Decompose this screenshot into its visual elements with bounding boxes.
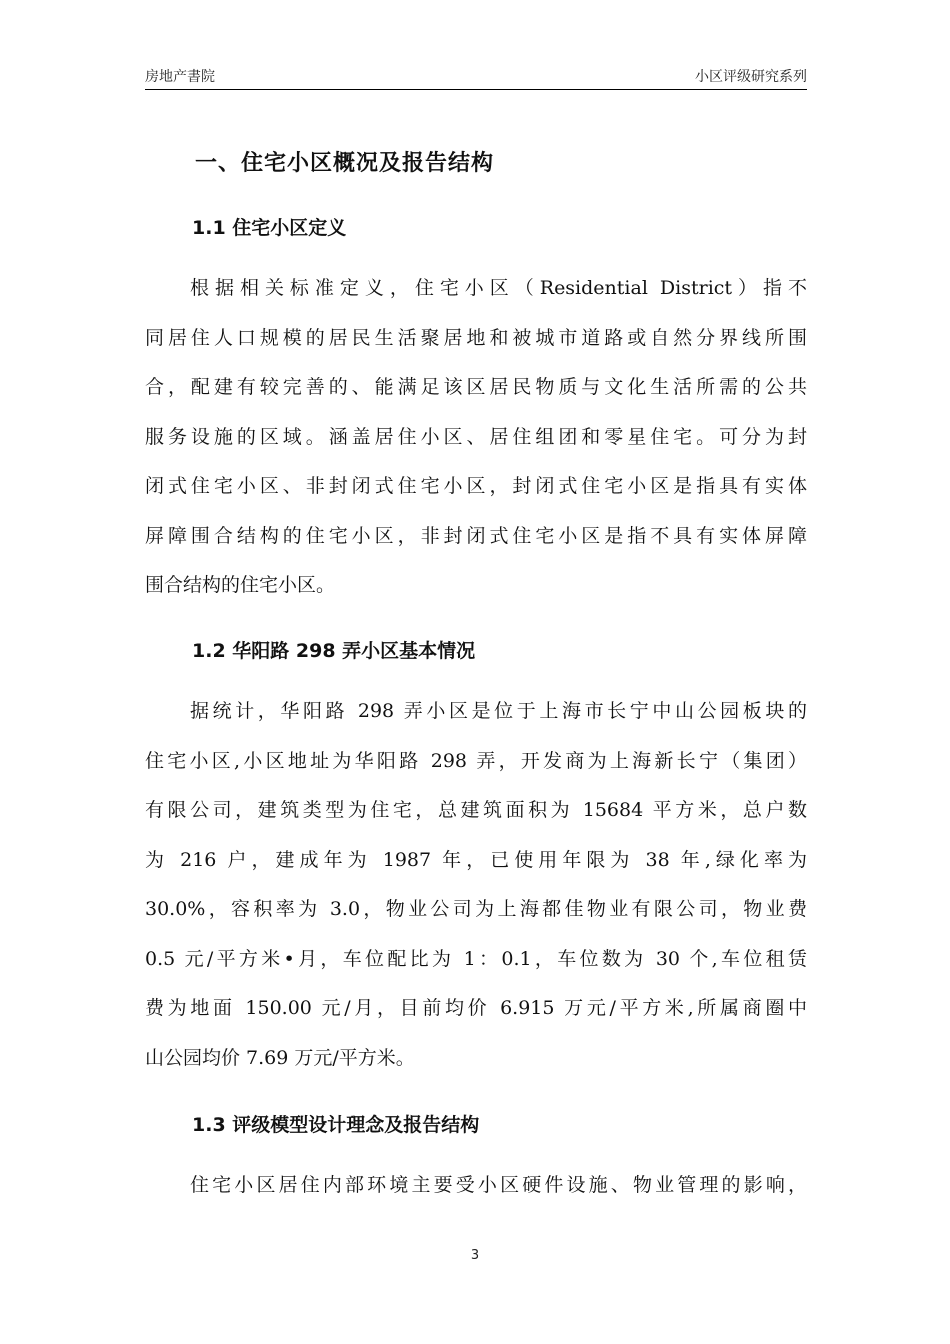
paragraph-line: 30.0%，容积率为 3.0，物业公司为上海都佳物业有限公司，物业费 (145, 898, 807, 920)
header-series-title: 小区评级研究系列 (695, 69, 807, 85)
paragraph-line: 根据相关标准定义，住宅小区（Residential District）指不 (190, 277, 807, 299)
header-publisher: 房地产書院 (145, 69, 215, 85)
paragraph-line: 住宅小区,小区地址为华阳路 298 弄，开发商为上海新长宁（集团） (145, 749, 807, 772)
paragraph-line: 合，配建有较完善的、能满足该区居民物质与文化生活所需的公共 (145, 376, 807, 398)
paragraph-line: 闭式住宅小区、非封闭式住宅小区，封闭式住宅小区是指具有实体 (145, 475, 807, 497)
paragraph-line: 费为地面 150.00 元/月，目前均价 6.915 万元/平方米,所属商圈中 (145, 997, 807, 1019)
page-header (145, 66, 807, 88)
section-1-1-paragraph (145, 264, 807, 611)
paragraph-line: 服务设施的区域。涵盖居住小区、居住组团和零星住宅。可分为封 (145, 425, 807, 448)
paragraph-line: 住宅小区居住内部环境主要受小区硬件设施、物业管理的影响， (190, 1174, 807, 1196)
paragraph-line: 同居住人口规模的居民生活聚居地和被城市道路或自然分界线所围 (145, 326, 807, 349)
header-divider (145, 89, 807, 90)
paragraph-line: 为 216 户，建成年为 1987 年，已使用年限为 38 年,绿化率为 (145, 848, 807, 871)
section-1-3-paragraph (145, 1161, 807, 1211)
section-heading-1-1: 1.1 住宅小区定义 (192, 217, 347, 239)
paragraph-line: 0.5 元/平方米•月，车位配比为 1：0.1，车位数为 30 个,车位租赁 (145, 947, 807, 970)
chapter-title: 一、住宅小区概况及报告结构 (195, 151, 495, 176)
paragraph-line: 据统计，华阳路 298 弄小区是位于上海市长宁中山公园板块的 (190, 700, 807, 722)
paragraph-line: 屏障围合结构的住宅小区，非封闭式住宅小区是指不具有实体屏障 (145, 524, 807, 547)
page-number: 3 (470, 1248, 480, 1263)
paragraph-line: 山公园均价 7.69 万元/平方米。 (145, 1046, 415, 1069)
paragraph-line: 围合结构的住宅小区。 (145, 574, 336, 596)
section-1-2-paragraph (145, 687, 807, 1083)
section-heading-1-2: 1.2 华阳路 298 弄小区基本情况 (192, 640, 476, 662)
section-heading-1-3: 1.3 评级模型设计理念及报告结构 (192, 1114, 480, 1136)
paragraph-line: 有限公司，建筑类型为住宅，总建筑面积为 15684 平方米，总户数 (145, 799, 807, 821)
